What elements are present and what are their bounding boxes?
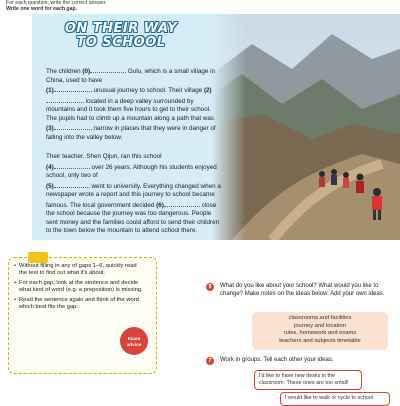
speech-bubble-1: I'd like to have new desks in the classroom. These ones are too small! bbox=[254, 370, 362, 390]
article-paragraph-1 bbox=[46, 66, 221, 142]
text-run: went to university. Everything changed when a newspaper wrote a report and this journey to school became famous. The local government decided bbox=[46, 182, 221, 209]
gap-number: (5) bbox=[46, 182, 54, 190]
left-margin bbox=[0, 14, 32, 240]
title-line-2: TO SCHOOL bbox=[76, 35, 166, 50]
gap-1[interactable] bbox=[54, 85, 92, 92]
gap-number: (4) bbox=[46, 163, 54, 171]
exam-advice-badge bbox=[120, 327, 148, 355]
text-run: unusual journey to school. Their village bbox=[93, 87, 203, 94]
idea-item: teachers and subjects timetable bbox=[279, 337, 361, 344]
article-paragraph-2 bbox=[46, 153, 221, 236]
pin-tab-icon bbox=[28, 252, 48, 263]
article-title bbox=[36, 22, 206, 50]
exercise-instructions bbox=[6, 0, 107, 12]
gap-6[interactable] bbox=[164, 200, 200, 207]
question-6-number: 6 bbox=[206, 283, 214, 291]
instruction-line-2: Write one word for each gap. bbox=[6, 6, 78, 13]
exam-advice-list bbox=[14, 263, 146, 315]
gap-5[interactable] bbox=[54, 181, 90, 188]
speech-bubble-2: I would like to walk or cycle to school bbox=[280, 392, 390, 406]
text-run: over 26 years. Although his students enjoyed school, only two of bbox=[46, 163, 217, 179]
gap-4[interactable] bbox=[54, 162, 90, 169]
idea-item: journey and location bbox=[294, 322, 346, 329]
gap-0[interactable] bbox=[90, 66, 126, 73]
gap-2[interactable] bbox=[46, 96, 84, 103]
idea-item: rules, homework and exams bbox=[283, 330, 357, 336]
text-run: located in a deep valley surrounded by mountains and it took them five hours to get to their school. The pupils had to climb up a mountain along a path that was bbox=[46, 97, 215, 122]
gap-number: (1) bbox=[46, 87, 54, 94]
gap-number: (6) bbox=[156, 201, 164, 209]
mountain-photo-illustration bbox=[212, 14, 400, 240]
gap-number: (0) bbox=[82, 68, 91, 75]
instruction-line-1: For each question, write the correct answer. bbox=[6, 0, 107, 6]
gap-3[interactable] bbox=[54, 123, 92, 130]
idea-item: classrooms and facilities bbox=[288, 315, 352, 321]
advice-item: • Read the sentence again and think of the word which best fits the gap. bbox=[14, 297, 146, 311]
text-run: Gulu, which is a small village in China, used to have bbox=[46, 68, 216, 84]
title-line-1: ON THEIR WAY bbox=[64, 21, 178, 36]
question-7-number: 7 bbox=[206, 357, 214, 365]
ideas-box bbox=[252, 312, 388, 350]
question-6-text: What do you like about your school? What would you like to change? Make notes on the ideas below. Add your own ideas. bbox=[220, 283, 385, 297]
gap-number: (3) bbox=[46, 125, 54, 132]
text-run: Their teacher, Shen Qijun, ran this school bbox=[46, 153, 162, 160]
question-7-text: Work in groups. Tell each other your ideas. bbox=[220, 357, 334, 363]
badge-label: Exam advice bbox=[126, 336, 142, 347]
text-run: narrow in places that they were in danger of falling into the valley below. bbox=[46, 125, 216, 141]
text-run: The children bbox=[46, 68, 81, 75]
text-run: close the school because the journey was too dangerous. People sent money and the families could afford to send their children to the town below the mountain to attend school there. bbox=[46, 201, 220, 234]
gap-number: (2) bbox=[203, 87, 212, 94]
advice-item: • Without filling in any of gaps 1–6, quickly read the text to find out what it's about. bbox=[14, 263, 146, 277]
advice-item: • For each gap, look at the sentence and decide what kind of word (e.g. a preposition) is missing. bbox=[14, 280, 146, 294]
article-photo bbox=[212, 14, 400, 240]
